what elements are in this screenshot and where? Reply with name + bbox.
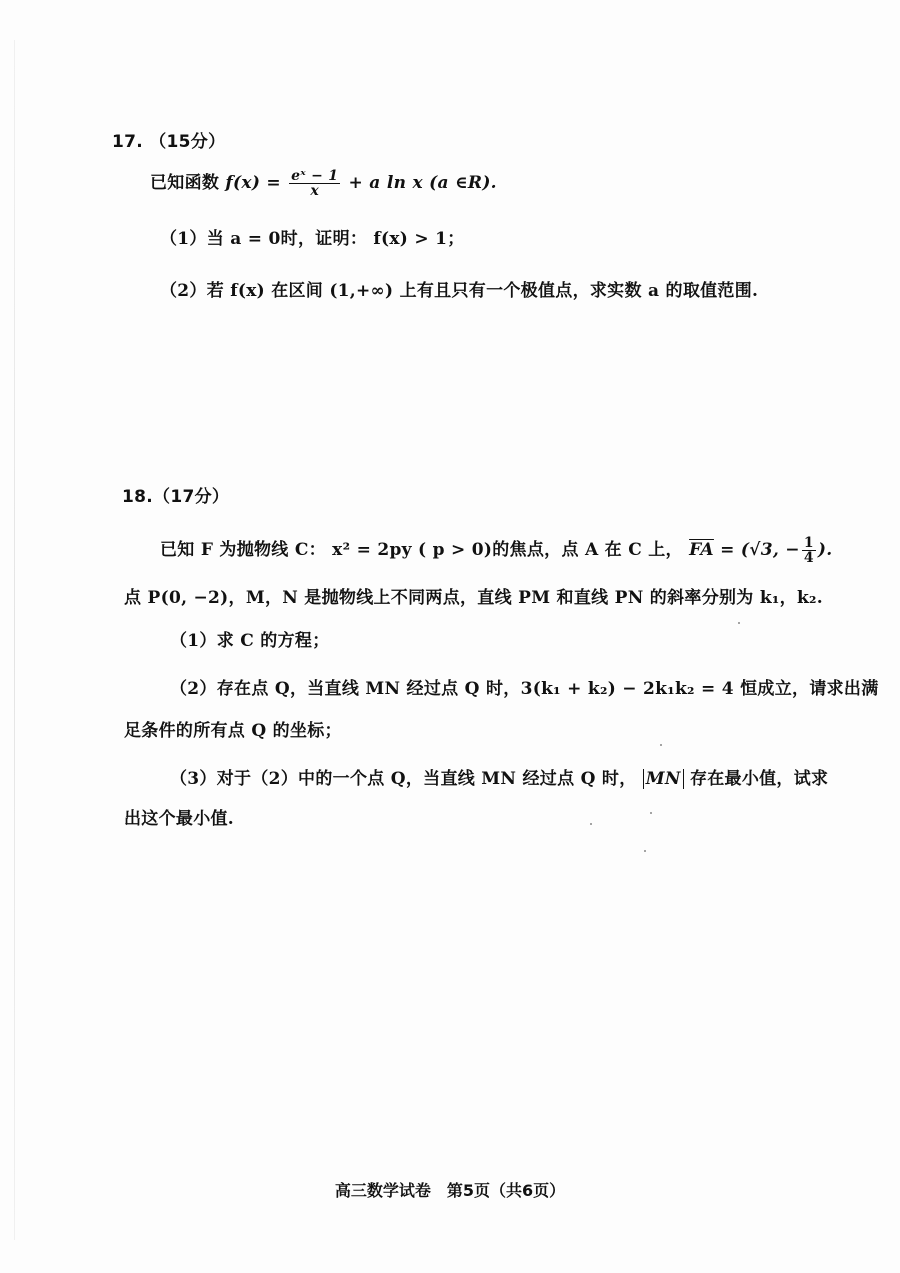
q18-part3-line1	[170, 764, 828, 789]
q18-fraction-numerator: 1	[803, 535, 814, 551]
q18-part3-line2: 出这个最小值.	[124, 809, 235, 829]
q18-header: 18.（17分）	[122, 487, 230, 507]
q18-stem-text: 已知 F 为抛物线 C： x² = 2py ( p > 0)的焦点，点 A 在 C 上，	[160, 540, 683, 560]
q17-part1: （1）当 a = 0时，证明： f(x) > 1；	[160, 229, 465, 249]
q18-vector-value: = (√3, −	[720, 540, 800, 560]
scan-speck	[644, 850, 646, 852]
q18-part3-text-b: 存在最小值，试求	[689, 769, 829, 789]
q18-part3-text-a: （3）对于（2）中的一个点 Q，当直线 MN 经过点 Q 时，	[170, 769, 637, 789]
q18-stem-line1	[160, 535, 832, 565]
q17-stem	[150, 168, 497, 198]
q17-fraction-numerator: eˣ − 1	[291, 168, 339, 184]
scan-speck	[738, 622, 740, 624]
page-footer: 高三数学试卷 第5页（共6页）	[334, 1181, 566, 1200]
q17-fraction-denominator: x	[310, 183, 320, 199]
q17-fraction	[289, 169, 340, 198]
scan-speck	[590, 823, 592, 825]
q17-part2: （2）若 f(x) 在区间 (1,+∞) 上有且只有一个极值点，求实数 a 的取值范围.	[160, 281, 759, 301]
q18-abs-MN: MN	[643, 769, 684, 789]
scan-speck	[660, 744, 662, 746]
q18-fraction-denominator: 4	[803, 550, 814, 566]
q18-part1: （1）求 C 的方程；	[170, 631, 330, 651]
q17-stem-prefix: 已知函数	[150, 173, 220, 193]
q18-vector-FA: $\overline{FA}$	[689, 540, 714, 560]
q17-stem-func: f(x) =	[225, 173, 281, 193]
q17-stem-suffix: + a ln x (a ∈R).	[348, 173, 497, 193]
scan-edge-line	[14, 40, 15, 1240]
q18-vector-end: ).	[817, 540, 833, 560]
q18-part2-line2: 足条件的所有点 Q 的坐标；	[124, 721, 342, 741]
q18-stem-line2: 点 P(0, −2)，M，N 是抛物线上不同两点，直线 PM 和直线 PN 的斜率分别为 k₁，k₂.	[124, 588, 823, 608]
q17-header: 17. （15分）	[112, 132, 226, 152]
q18-part2-line1: （2）存在点 Q，当直线 MN 经过点 Q 时，3(k₁ + k₂) − 2k₁k₂ = 4 恒成立，请求出满	[170, 679, 879, 699]
scan-speck	[650, 812, 652, 814]
q18-fraction	[802, 536, 816, 565]
